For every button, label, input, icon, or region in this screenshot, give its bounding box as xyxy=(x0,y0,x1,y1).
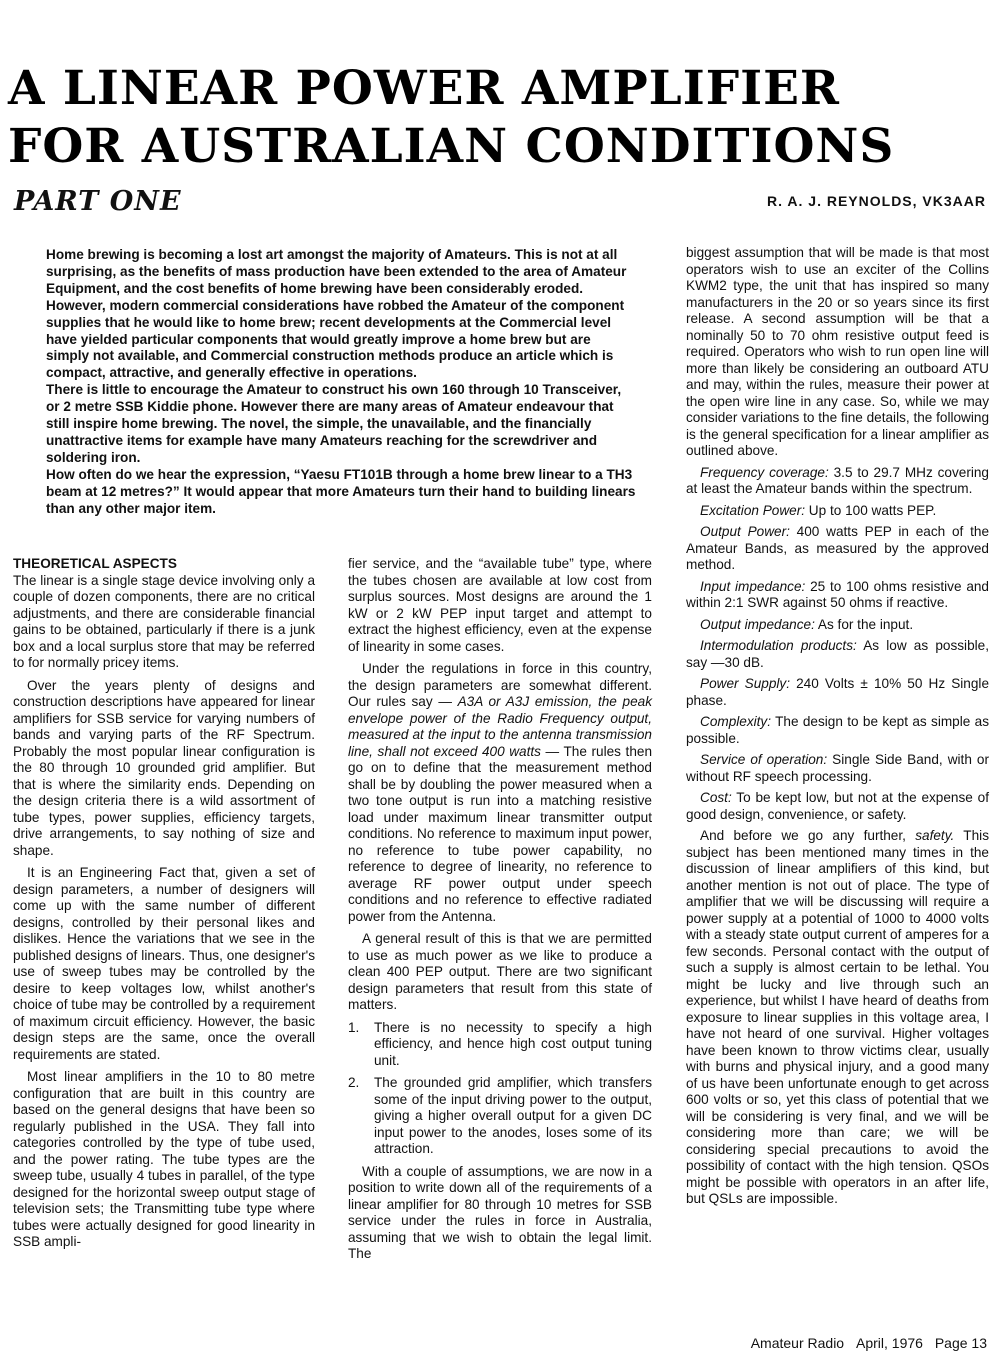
section-heading: THEORETICAL ASPECTS xyxy=(13,556,177,571)
spec-item xyxy=(686,617,989,634)
spec-text: 400 watts PEP in each of the Amateur Bands, as measured by the approved method. xyxy=(686,524,989,572)
title-line-2: FOR AUSTRALIAN CONDITIONS xyxy=(8,119,895,174)
spec-label: Input impedance: xyxy=(700,578,806,594)
spec-label: Output Power: xyxy=(700,524,790,539)
spec-item xyxy=(686,524,989,574)
spec-label: Excitation Power: xyxy=(700,502,806,518)
spec-item xyxy=(686,676,989,709)
spec-text: 25 to 100 ohms resistive and within 2:1 SWR against 50 ohms if reactive. xyxy=(686,578,989,610)
magazine-name: Amateur Radio xyxy=(750,1335,845,1351)
spec-item xyxy=(686,790,989,823)
spec-text: Up to 100 watts PEP. xyxy=(805,502,937,518)
spec-item xyxy=(686,465,989,498)
article-title xyxy=(8,60,998,176)
spec-label: Service of operation: xyxy=(700,752,828,767)
spec-item xyxy=(686,579,989,612)
spec-label: Power Supply: xyxy=(700,676,790,691)
part-label: PART ONE xyxy=(14,186,182,217)
body-paragraph: Over the years plenty of designs and construction descriptions have appeared for linear amplifiers for SSB service for varying numbers of bands and varying parts of the RF Spectrum. Probably the most popular linear configuration is the 80 through 10 grounded grid amplifier. But that is where the similarity ends. Depending on the design criteria there is a wild assortment of tube types, power supplies, efficiency targets, drive arrangements, to say nothing of size and shape. xyxy=(13,677,315,858)
body-paragraph: A general result of this is that we are permitted to use as much power as we like to produce a clean 400 PEP output. There are two significant design parameters that result from this state of matters. xyxy=(348,931,652,1012)
spec-label: Complexity: xyxy=(700,714,772,729)
specification-list xyxy=(686,465,989,824)
spec-label: Output impedance: xyxy=(700,616,815,632)
body-paragraph: It is an Engineering Fact that, given a set of design parameters, a number of designers will come up with the same number of different designs, controlled by their personal likes and dislikes. Hence the variations that we see in the published designs of linears. Thus, one designer's use of sweep tubes may be controlled by the desire to keep voltages low, whilst another's choice of tube may be controlled by a requirement of maximum circuit efficiency. However, the basic design steps are the same, once the overall requirements are stated. xyxy=(13,865,315,1062)
spec-text: Single Side Band, with or without RF speech processing. xyxy=(686,752,989,784)
page-number: Page 13 xyxy=(934,1335,987,1351)
spec-text: The design to be kept as simple as possible. xyxy=(686,714,989,746)
column-2 xyxy=(348,556,652,1269)
body-paragraph: biggest assumption that will be made is that most operators wish to use an exciter of the Collins KWM2 type, the unit that has inspired so many manufacturers in the 20 or so years since its first release. A second assumption will be that a nominally 50 to 70 ohm resistive output feed is required. Operators who wish to run open line will more than likely be considering an outboard ATU and may, within the rules, measure their power at the open wire line in any case. So, while we may consider variations to the fine details, the following is the general specification for a linear amplifier as outlined above. xyxy=(686,245,990,458)
safety-emphasis: safety. xyxy=(915,828,955,843)
list-item: 2. The grounded grid amplifier, which transfers some of the input driving power to the output, giving a higher overall output for a given DC input power to the anodes, loses some of its attraction. xyxy=(348,1075,652,1156)
spec-item xyxy=(686,503,989,520)
intro-paragraph: Home brewing is becoming a lost art amongst the majority of Amateurs. This is not at all surprising, as the benefits of mass production have been extended to the area of Amateur Equipment, and the cost benefits of home brewing have been considerably eroded. However, modern commercial considerations have robbed the Amateur of the component supplies that he would like to home brew; recent developments at the Commercial level have yielded particular components that would greatly improve a home brew but are simply not available, and Commercial construction methods produce an article which is compact, attractive, and generally effective in operations. xyxy=(46,247,627,381)
page-footer xyxy=(743,1335,987,1351)
spec-item xyxy=(686,714,989,747)
spec-text: 3.5 to 29.7 MHz covering at least the Amateur bands within the spectrum. xyxy=(686,464,989,496)
column-1 xyxy=(13,556,315,1257)
safety-paragraph: And before we go any further, safety. This subject has been mentioned many times in the discussion of linear amplifiers of this kind, but another mention is not out of place. The type of amplifier that we will be discussing will require a power supply at a potential of 1000 to 4000 volts with a steady state output current of amperes for a few seconds. Personal contact with the output of such a supply is almost certain to be lethal. You might be lucky and live through such an experience, but whilst I have heard of deaths from exposure to linear supplies in this voltage area, I have not heard of one survival. Higher voltages have been known to throw victims clear, usually with burns and physical injury, and a good many of us have been unfortunate enough to get across 600 volts or so, yet this class of potential that we will be considering is very final, and we will be considering more than care; we will be considering special precautions to avoid the possibility of contact with the high tension. QSOs might be possible with operators in an after life, but QSLs are impossible. xyxy=(686,828,989,1206)
regulations-paragraph: Under the regulations in force in this country, the design parameters are somewhat different. Our rules say — A3A or A3J emission, the peak envelope power of the Radio Frequency output, measured at the input to the antenna transmission line, shall not exceed 400 watts — The rules then go on to define that the measurement method shall be by doubling the power measured when a two tone output is run into a matching resistive load under maximum linear transmitter output conditions. No reference to maximum input power, no reference to tube power capability, no reference to degree of linearity, no reference to average RF power output under speech conditions and no reference to effective radiated power from the Antenna. xyxy=(348,661,653,924)
body-paragraph: fier service, and the “available tube” type, where the tubes chosen are available at low cost from surplus sources. Most designs are around the 1 kW or 2 kW PEP input target and attempt to extract the highest efficiency, even at the expense of linearity in some cases. xyxy=(348,556,652,654)
numbered-list xyxy=(348,1020,652,1158)
intro-paragraph: There is little to encourage the Amateur to construct his own 160 through 10 Transceiver, or 2 metre SSB Kiddie phone. However there are many areas of Amateur endeavour that still inspire home brewing. The novel, the simple, the unavailable, and the financially unattractive items for example have many Amateurs reaching for the screwdriver and soldering iron. xyxy=(46,382,622,465)
column-3 xyxy=(686,245,989,1213)
spec-text: As for the input. xyxy=(814,616,914,632)
issue-date: April, 1976 xyxy=(856,1335,923,1351)
spec-item xyxy=(686,752,989,785)
spec-text: 240 Volts ± 10% 50 Hz Single phase. xyxy=(686,676,990,708)
spec-label: Intermodulation products: xyxy=(700,638,857,653)
spec-label: Frequency coverage: xyxy=(700,464,829,480)
spec-text: To be kept low, but not at the expense of good design, convenience, or safety. xyxy=(686,790,989,822)
regulation-quote: A3A or A3J emission, the peak envelope power of the Radio Frequency output, measured at the input to the antenna transmission line, shall not exceed 400 watts xyxy=(348,694,653,759)
author-byline: R. A. J. REYNOLDS, VK3AAR xyxy=(767,193,986,209)
intro-paragraph: How often do we hear the expression, “Yaesu FT101B through a home brew linear to a TH3 beam at 12 metres?” It would appear that more Amateurs turn their hand to building linears than any other major item. xyxy=(46,466,636,516)
spec-text: As low as possible, say —30 dB. xyxy=(686,638,989,670)
body-paragraph: Most linear amplifiers in the 10 to 80 metre configuration that are built in this country are based on the general designs that have been so regularly published in the USA. They fall into categories controlled by the type of tube used, and the power rating. The tube types are the sweep tube, usually 4 tubes in parallel, of the type designed for the horizontal sweep output stage of television sets; the Transmitting tube type where tubes were actually designed for good linearity in SSB ampli- xyxy=(13,1069,315,1249)
spec-item xyxy=(686,638,989,671)
title-line-1: A LINEAR POWER AMPLIFIER xyxy=(8,61,840,116)
spec-label: Cost: xyxy=(700,790,732,805)
body-paragraph: With a couple of assumptions, we are now in a position to write down all of the requirements of a linear amplifier for 80 through 10 metres for SSB service under the rules in force in Australia, assuming that we wish to obtain the legal limit. The xyxy=(348,1163,652,1261)
body-paragraph: The linear is a single stage device involving only a couple of dozen components, there are no critical adjustments, and there are considerable financial gains to be obtained, particularly if there is a junk box and a local surplus store that may be referred to for normally pricey items. xyxy=(13,572,315,670)
list-item: 1. There is no necessity to specify a high efficiency, and hence high cost output tuning unit. xyxy=(348,1019,652,1068)
intro-abstract xyxy=(46,247,636,518)
